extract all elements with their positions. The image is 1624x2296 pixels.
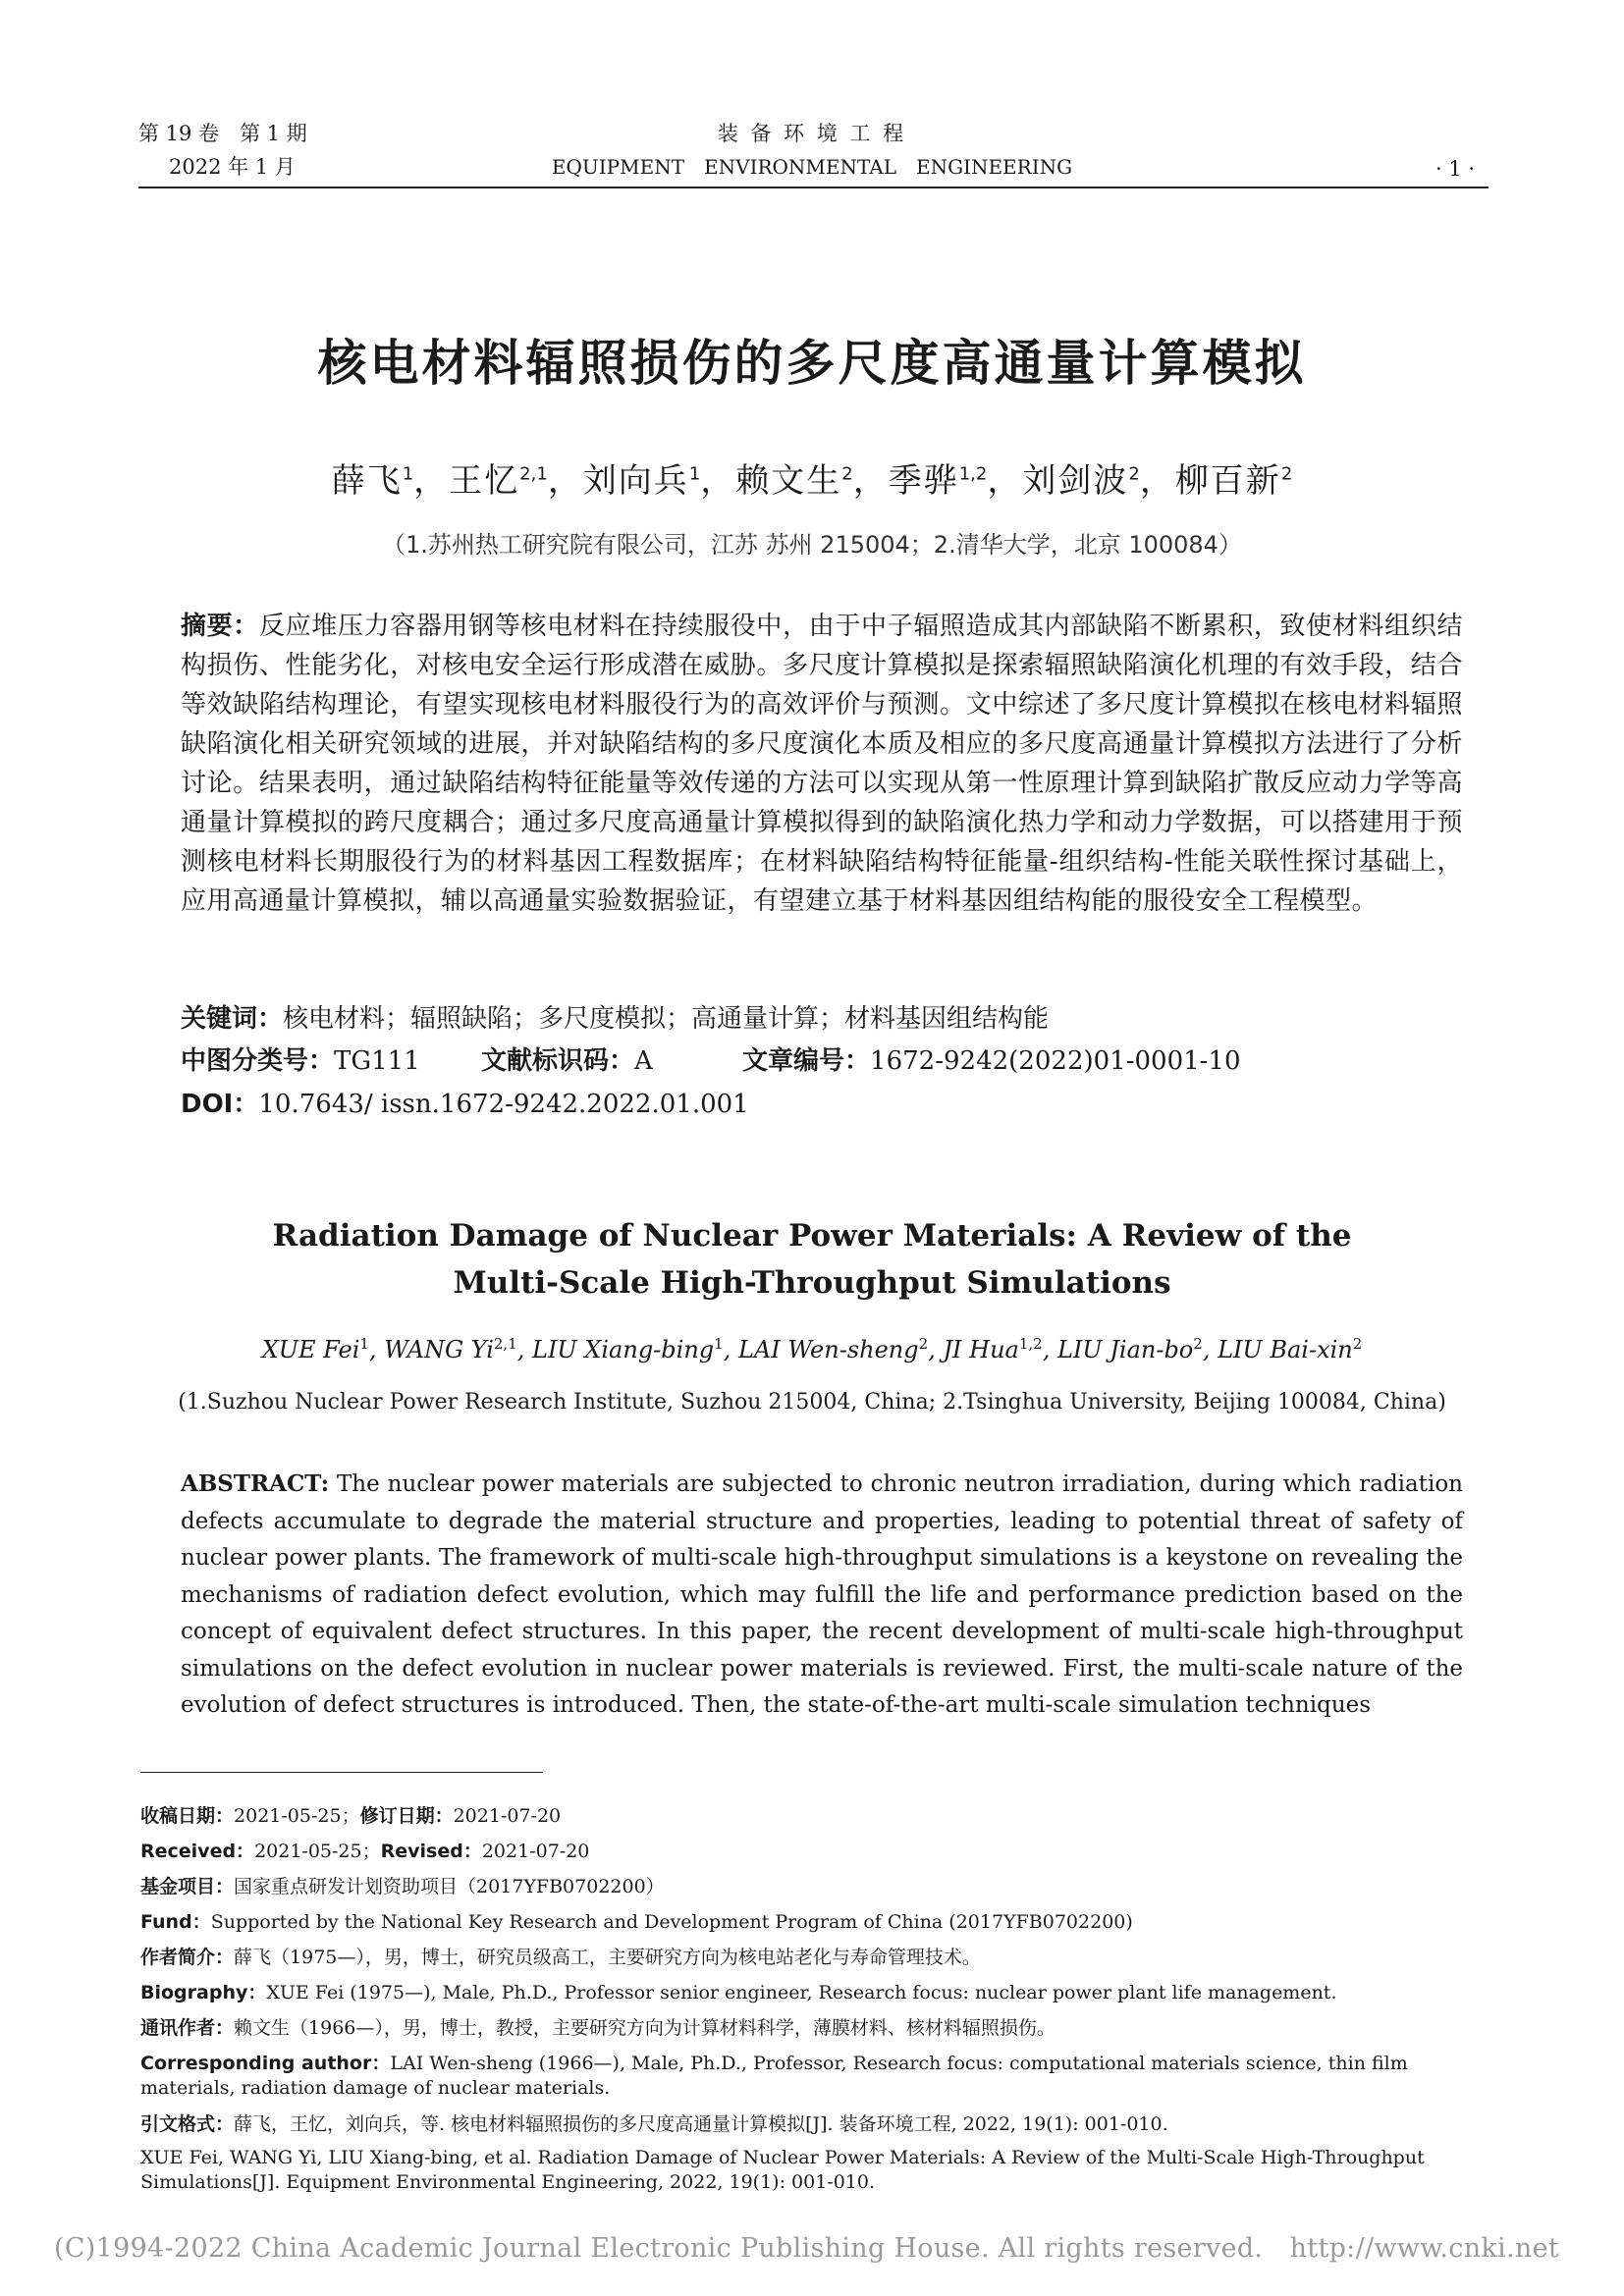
en-author-separator: , xyxy=(516,1336,533,1363)
revised-cn-value: 2021-07-20 xyxy=(453,1805,562,1827)
cn-author-name: 柳百新 xyxy=(1174,461,1281,501)
revised-en-value: 2021-07-20 xyxy=(481,1841,590,1862)
page-number: · 1 · xyxy=(1435,157,1476,181)
affiliation-cn: （1.苏州热工研究院有限公司，江苏 苏州 215004；2.清华大学，北京 100084） xyxy=(382,531,1242,559)
en-author-affiliation-mark: 2,1 xyxy=(493,1335,517,1353)
en-author-name: LIU Bai-xin xyxy=(1218,1336,1353,1363)
bio-cn-value: 薛飞（1975—），男，博士，研究员级高工，主要研究方向为核电站老化与寿命管理技术。 xyxy=(234,1947,981,1968)
footnote-cite-cn xyxy=(140,2112,1500,2137)
fund-cn-value: 国家重点研发计划资助项目（2017YFB0702200） xyxy=(234,1876,665,1897)
footnote-dates-en xyxy=(140,1840,1500,1864)
journal-name-en: EQUIPMENT ENVIRONMENTAL ENGINEERING xyxy=(551,155,1073,179)
authors-en xyxy=(0,1335,1624,1363)
keywords-cn-text: 核电材料；辐照缺陷；多尺度模拟；高通量计算；材料基因组结构能 xyxy=(283,1004,1050,1034)
corr-cn-value: 赖文生（1966—），男，博士，教授，主要研究方向为计算材料科学，薄膜材料、核材料辐照损伤。 xyxy=(234,2017,1056,2039)
en-author-name: XUE Fei xyxy=(261,1336,360,1363)
cite-cn-value: 薛飞，王忆，刘向兵，等. 核电材料辐照损伤的多尺度高通量计算模拟[J]. 装备环境工程, 2022, 19(1): 001-010. xyxy=(234,2113,1168,2135)
cn-author-affiliation-mark: 2,1 xyxy=(519,463,548,485)
doi-value[interactable]: 10.7643/ issn.1672-9242.2022.01.001 xyxy=(258,1090,749,1119)
en-author-affiliation-mark: 1 xyxy=(359,1335,369,1353)
abstract-en-text: The nuclear power materials are subjected to chronic neutron irradiation, during which radiation defects accumulate to degrade the material structure and properties, leading to potential threat of safety of nuclear power plants. The framework of multi-scale high-throughput simulations is a keystone on revealing the mechanisms of radiation defect evolution, which may fulfill the life and performance prediction based on the concept of equivalent defect structures. In this paper, the recent development of multi-scale high-throughput simulations on the defect evolution in nuclear power materials is reviewed. First, the multi-scale nature of the evolution of defect structures is introduced. Then, the state-of-the-art multi-scale simulation techniques xyxy=(181,1471,1463,1718)
abstract-cn-label: 摘要： xyxy=(181,612,259,641)
cn-author-separator: ， xyxy=(987,461,1023,501)
revised-cn-label: 修订日期： xyxy=(359,1805,454,1827)
abstract-cn xyxy=(181,607,1463,921)
cn-author-name: 赖文生 xyxy=(735,461,842,501)
issue-date: 2022 年 1 月 xyxy=(169,155,296,179)
footnote-corr-en xyxy=(140,2052,1500,2101)
en-author-separator: , xyxy=(368,1336,385,1363)
received-en-value: 2021-05-25； xyxy=(254,1841,381,1862)
corr-en-value: LAI Wen-sheng (1966—), Male, Ph.D., Professor, Research focus: computational materials science, thin film materials, radiation damage of nuclear materials. xyxy=(140,2053,1408,2099)
bio-en-value: XUE Fei (1975—), Male, Ph.D., Professor senior engineer, Research focus: nuclear power plant life management. xyxy=(266,1982,1337,2003)
journal-name-cn: 装 备 环 境 工 程 xyxy=(717,122,907,145)
cn-author-name: 王忆 xyxy=(449,461,520,501)
cn-author-separator: ， xyxy=(1139,461,1175,501)
title-en xyxy=(0,1212,1624,1307)
doc-code-label: 文献标识码： xyxy=(481,1046,635,1076)
en-author-separator: , xyxy=(928,1336,944,1363)
article-no-label: 文章编号： xyxy=(742,1046,871,1076)
footnote-fund-cn xyxy=(140,1875,1500,1899)
bio-cn-label: 作者简介： xyxy=(140,1947,235,1968)
cn-author-name: 刘剑波 xyxy=(1022,461,1129,501)
en-author-name: WANG Yi xyxy=(384,1336,494,1363)
cite-en-value: XUE Fei, WANG Yi, LIU Xiang-bing, et al. Radiation Damage of Nuclear Power Materials: A Review of the Multi-Scale High-Throughput Simulations[J]. Equipment Environmental Engineering, 2022, 19(1): 001-010. xyxy=(140,2147,1425,2193)
revised-en-label: Revised： xyxy=(380,1841,482,1862)
en-author-affiliation-mark: 2 xyxy=(1352,1335,1363,1353)
abstract-cn-text: 反应堆压力容器用钢等核电材料在持续服役中，由于中子辐照造成其内部缺陷不断累积，致使材料组织结构损伤、性能劣化，对核电安全运行形成潜在威胁。多尺度计算模拟是探索辐照缺陷演化机理的有效手段，结合等效缺陷结构理论，有望实现核电材料服役行为的高效评价与预测。文中综述了多尺度计算模拟在核电材料辐照缺陷演化相关研究领域的进展，并对缺陷结构的多尺度演化本质及相应的多尺度高通量计算模拟方法进行了分析讨论。结果表明，通过缺陷结构特征能量等效传递的方法可以实现从第一性原理计算到缺陷扩散反应动力学等高通量计算模拟的跨尺度耦合；通过多尺度高通量计算模拟得到的缺陷演化热力学和动力学数据，可以搭建用于预测核电材料长期服役行为的材料基因工程数据库；在材料缺陷结构特征能量-组织结构-性能关联性探讨基础上，应用高通量计算模拟，辅以高通量实验数据验证，有望建立基于材料基因组结构能的服役安全工程模型。 xyxy=(181,612,1463,916)
cn-author-affiliation-mark: 2 xyxy=(1128,463,1140,485)
cn-author-affiliation-mark: 2 xyxy=(1280,463,1293,485)
footnote-cite-en xyxy=(140,2146,1500,2195)
en-author-separator: , xyxy=(723,1336,738,1363)
footnote-bio-cn xyxy=(140,1946,1500,1970)
abstract-en xyxy=(181,1466,1463,1725)
en-author-name: JI Hua xyxy=(943,1336,1019,1363)
abstract-en-label: ABSTRACT: xyxy=(181,1470,330,1497)
footnote-dates-cn xyxy=(140,1804,1500,1829)
cn-author-affiliation-mark: 1,2 xyxy=(958,463,988,485)
en-author-name: LAI Wen-sheng xyxy=(737,1336,919,1363)
volume-issue: 第 19 卷 第 1 期 xyxy=(138,122,307,145)
title-en-line2: Multi-Scale High-Throughput Simulations xyxy=(453,1265,1171,1301)
doi-line xyxy=(181,1087,749,1122)
cn-author-name: 薛飞 xyxy=(331,461,403,501)
title-cn: 核电材料辐照损伤的多尺度高通量计算模拟 xyxy=(317,335,1307,392)
fund-en-label: Fund： xyxy=(140,1911,211,1933)
corr-cn-label: 通讯作者： xyxy=(140,2017,235,2039)
keywords-cn xyxy=(181,1001,1049,1037)
footnote-rule xyxy=(140,1772,543,1773)
corr-en-label: Corresponding author： xyxy=(140,2053,391,2074)
en-author-affiliation-mark: 1,2 xyxy=(1018,1335,1043,1353)
en-author-affiliation-mark: 2 xyxy=(1193,1335,1203,1353)
cn-author-name: 刘向兵 xyxy=(582,461,689,501)
en-author-name: LIU Xiang-bing xyxy=(532,1336,715,1363)
cite-cn-label: 引文格式： xyxy=(140,2113,235,2135)
en-author-affiliation-mark: 2 xyxy=(918,1335,929,1353)
cn-author-name: 季骅 xyxy=(888,461,959,501)
cn-author-separator: ， xyxy=(852,461,889,501)
authors-cn xyxy=(0,454,1624,502)
cn-author-separator: ， xyxy=(700,461,736,501)
en-author-name: LIU Jian-bo xyxy=(1057,1336,1194,1363)
article-no-value: 1672-9242(2022)01-0001-10 xyxy=(870,1046,1241,1076)
fund-en-value: Supported by the National Key Research and Development Program of China (2017YFB0702200) xyxy=(210,1911,1133,1933)
en-author-separator: , xyxy=(1042,1336,1057,1363)
clc-value: TG111 xyxy=(334,1046,420,1076)
keywords-cn-label: 关键词： xyxy=(181,1004,284,1034)
cn-author-affiliation-mark: 1 xyxy=(402,463,414,485)
doc-code-value: A xyxy=(634,1046,653,1076)
header-rule xyxy=(138,187,1489,188)
received-cn-label: 收稿日期： xyxy=(140,1805,235,1827)
classification-line xyxy=(181,1043,1241,1079)
fund-cn-label: 基金项目： xyxy=(140,1876,235,1897)
en-author-separator: , xyxy=(1202,1336,1218,1363)
footnote-bio-en xyxy=(140,1981,1500,2005)
footnote-corr-cn xyxy=(140,2016,1500,2041)
received-en-label: Received： xyxy=(140,1841,255,1862)
copyright-notice: (C)1994-2022 China Academic Journal Electronic Publishing House. All rights reserved. http://www.cnki.net xyxy=(54,2233,1559,2264)
received-cn-value: 2021-05-25； xyxy=(234,1805,360,1827)
cn-author-separator: ， xyxy=(413,461,450,501)
bio-en-label: Biography： xyxy=(140,1982,267,2003)
cn-author-affiliation-mark: 2 xyxy=(841,463,853,485)
cn-author-separator: ， xyxy=(547,461,583,501)
affiliation-en: (1.Suzhou Nuclear Power Research Institute, Suzhou 215004, China; 2.Tsinghua University, Beijing 100084, China) xyxy=(178,1390,1446,1415)
clc-label: 中图分类号： xyxy=(181,1046,335,1076)
en-author-affiliation-mark: 1 xyxy=(714,1335,724,1353)
doi-label: DOI： xyxy=(181,1090,259,1119)
title-en-line1: Radiation Damage of Nuclear Power Materials: A Review of the xyxy=(272,1218,1352,1254)
cn-author-affiliation-mark: 1 xyxy=(688,463,701,485)
footnote-fund-en xyxy=(140,1910,1500,1935)
